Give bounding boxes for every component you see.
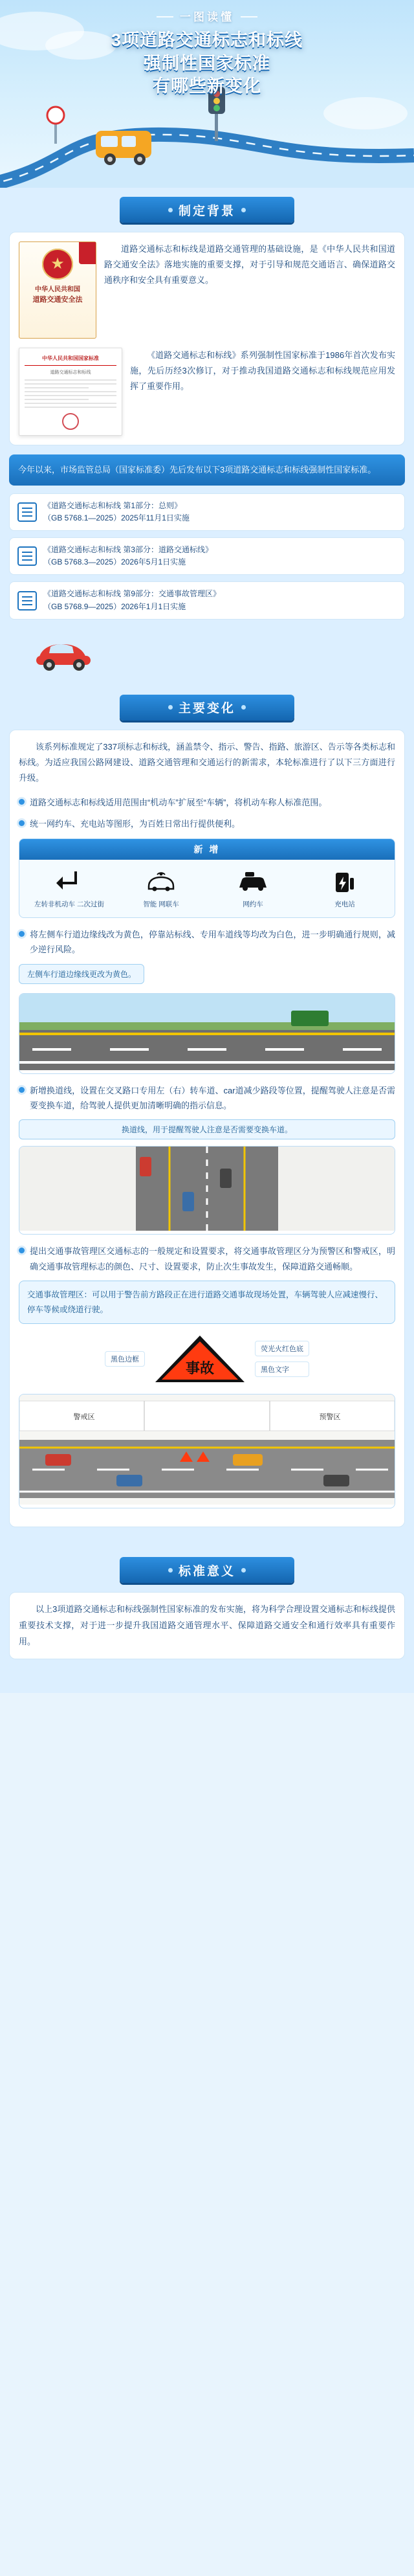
section-header-1-label: 制定背景 xyxy=(178,204,235,218)
change-bullet-5-text: 提出交通事故管理区交通标志的一般规定和设置要求，将交通事故管理区分为预警区和警戒区，明确交通事故管理标志的颜色、尺寸、设置要求，防止次生事故发生，保障道路交通畅顺。 xyxy=(30,1246,395,1271)
change-bullet-1 xyxy=(19,795,395,810)
background-row-1 xyxy=(19,241,395,339)
standard-item-2 xyxy=(9,537,405,575)
accident-zone-warnbox: 交通事故管理区：可以用于警告前方路段正在进行道路交通事故现场处置，车辆驾驶人应减速慢行、停车等候或绕道行驶。 xyxy=(19,1281,395,1324)
changes-panel xyxy=(9,730,405,1527)
standard-doc-title: 中华人民共和国国家标准 xyxy=(42,355,99,361)
header-dot-left xyxy=(168,208,173,212)
standard-item-2-meta: （GB 5768.3—2025）2026年5月1日实施 xyxy=(43,557,186,567)
significance-paragraph: 以上3项道路交通标志和标线强制性国家标准的发布实施，将为科学合理设置交通标志和标线提供重要技术支撑，对于进一步提升我国道路交通管理水平、保障道路交通安全和通行效率具有重要作用。 xyxy=(19,1604,395,1646)
new-symbol-label-1: 左转非机动车 二次过街 xyxy=(34,900,104,908)
standard-item-1-meta: （GB 5768.1—2025）2025年11月1日实施 xyxy=(43,513,190,522)
yellow-edge-line-figure xyxy=(19,993,395,1074)
section-header-3-label: 标准意义 xyxy=(178,1564,235,1578)
change-bullet-2-text: 统一网约车、充电站等图形，为百姓日常出行提供便利。 xyxy=(30,819,241,829)
header-dot-right xyxy=(241,1568,246,1573)
bottom-spacer xyxy=(0,1668,414,1681)
accident-scene-illustration xyxy=(19,1394,395,1505)
standard-item-3-meta: （GB 5768.9—2025）2026年1月1日实施 xyxy=(43,601,186,611)
document-icon xyxy=(17,546,37,566)
law-book-line-2: 道路交通安全法 xyxy=(32,296,83,304)
law-book-line-1: 中华人民共和国 xyxy=(35,286,80,293)
hero-title-line-3: 有哪些新变化 xyxy=(153,76,261,96)
new-symbol-label-2: 智能 网联车 xyxy=(143,900,179,908)
sign-frame-tag: 黑色边框 xyxy=(105,1351,145,1367)
yellow-edge-line-callout: 左侧车行道边缘线更改为黄色。 xyxy=(19,964,144,984)
lane-change-illustration xyxy=(19,1147,395,1231)
hero-title-line-2: 强制性国家标准 xyxy=(144,53,270,73)
change-bullet-3-text: 将左侧车行道边缘线改为黄色，停靠站标线、专用车道线等均改为白色，进一步明确通行规则，减少逆行风险。 xyxy=(30,929,395,955)
standard-doc-rule xyxy=(25,365,116,366)
standard-item-2-text xyxy=(43,544,213,568)
bullet-dot xyxy=(19,1248,25,1253)
header-dot-left xyxy=(168,705,173,710)
accident-warning-sign-icon xyxy=(151,1332,248,1386)
standard-item-1-text xyxy=(43,500,190,524)
standard-item-3 xyxy=(9,581,405,619)
charging-station-icon xyxy=(299,868,391,896)
standard-doc-subtitle: 道路交通标志和标线 xyxy=(50,370,91,375)
standard-item-2-name: 《道路交通标志和标线 第3部分：道路交通标线》 xyxy=(43,544,213,554)
section-background-2 xyxy=(0,686,414,1548)
background-row-2 xyxy=(19,348,395,436)
accident-sign-tags xyxy=(255,1341,309,1377)
new-symbol-cell-3 xyxy=(207,868,299,910)
lane-change-line-callout: 换道线，用于提醒驾驶人注意是否需要变换车道。 xyxy=(19,1119,395,1139)
bullet-dot xyxy=(19,799,25,805)
ride-hailing-car-icon xyxy=(207,868,299,896)
section-header-2 xyxy=(120,695,294,721)
left-turn-second-wait-icon xyxy=(23,868,115,896)
header-dot-left xyxy=(168,1568,173,1573)
background-text-2 xyxy=(130,348,395,394)
change-bullet-2 xyxy=(19,816,395,831)
change-bullet-3 xyxy=(19,927,395,958)
road-sign-icon xyxy=(47,107,64,144)
new-symbol-cell-1 xyxy=(23,868,115,910)
new-symbols-title: 新 增 xyxy=(19,839,395,860)
new-symbols-card xyxy=(19,838,395,918)
header-dot-right xyxy=(241,705,246,710)
section-header-3 xyxy=(120,1557,294,1583)
national-emblem-icon xyxy=(42,249,73,280)
standard-item-1 xyxy=(9,493,405,531)
section-header-1 xyxy=(120,197,294,223)
background-text-1 xyxy=(104,241,395,288)
new-symbol-label-4: 充电站 xyxy=(334,900,355,908)
hero-banner xyxy=(0,0,414,188)
standards-notice: 今年以来，市场监管总局（国家标准委）先后发布以下3项道路交通标志和标线强制性国家标准。 xyxy=(9,454,405,485)
change-bullet-4 xyxy=(19,1083,395,1114)
hero-kicker: 一图读懂 xyxy=(180,11,234,23)
hero-title-line-1: 3项道路交通标志和标线 xyxy=(111,30,303,50)
bullet-dot xyxy=(19,1087,25,1093)
significance-panel xyxy=(9,1592,405,1659)
header-dot-right xyxy=(241,208,246,212)
hero-kicker-wrap xyxy=(173,6,241,25)
accident-scene-figure xyxy=(19,1394,395,1508)
red-car-decoration xyxy=(0,626,414,674)
section-header-2-label: 主要变化 xyxy=(178,702,235,716)
svg-text:警戒区: 警戒区 xyxy=(73,1413,95,1422)
sign-text-tag: 黑色文字 xyxy=(255,1361,309,1377)
standard-doc-seal-icon xyxy=(62,413,79,430)
book-ribbon xyxy=(79,242,96,264)
standard-item-1-name: 《道路交通标志和标线 第1部分：总则》 xyxy=(43,500,182,510)
hero-main-title xyxy=(0,29,414,98)
red-car-icon xyxy=(36,644,91,671)
change-bullet-5 xyxy=(19,1244,395,1274)
hero-title-block xyxy=(0,0,414,98)
new-symbol-label-3: 网约车 xyxy=(243,900,263,908)
document-icon xyxy=(17,502,37,522)
new-symbol-cell-2 xyxy=(115,868,207,910)
bullet-dot xyxy=(19,820,25,826)
background-paragraph-2: 《道路交通标志和标线》系列强制性国家标准于1986年首次发布实施，先后历经3次修订，对于推动我国道路交通标志和标线规范应用发挥了重要作用。 xyxy=(130,350,395,392)
change-bullet-4-text: 新增换道线，设置在交叉路口专用左（右）转车道、car道减少路段等位置，提醒驾驶人注意是否需要变换车道，给驾驶人提供更加清晰明确的指示信息。 xyxy=(30,1085,395,1111)
standard-item-3-name: 《道路交通标志和标线 第9部分：交通事故管理区》 xyxy=(43,589,221,599)
standard-item-3-text xyxy=(43,588,221,612)
road-photo-illustration xyxy=(19,994,395,1070)
change-bullet-1-text: 道路交通标志和标线适用范围由“机动车”扩展至“车辆”，将机动车称人标准范围。 xyxy=(30,797,327,807)
smart-connected-car-icon xyxy=(115,868,207,896)
background-paragraph-1: 道路交通标志和标线是道路交通管理的基础设施，是《中华人民共和国道路交通安全法》落地实施的重要支撑，对于引导和规范交通语言、确保道路交通秩序和安全具有重要意义。 xyxy=(104,244,395,286)
svg-text:事故: 事故 xyxy=(185,1360,215,1377)
accident-sign-demo xyxy=(19,1332,395,1386)
section-background-3 xyxy=(0,1548,414,1693)
law-book-card xyxy=(19,241,96,339)
document-icon xyxy=(17,591,37,610)
changes-intro: 该系列标准规定了337项标志和标线，涵盖禁令、指示、警告、指路、旅游区、告示等各类标志和标线。为适应我国公路网建设、道路交通管理和交通运行的新需求，本轮标准进行了以下三方面进行升级。 xyxy=(19,741,395,783)
svg-text:预警区: 预警区 xyxy=(319,1413,341,1422)
section-background-1 xyxy=(0,188,414,686)
lane-change-figure xyxy=(19,1146,395,1235)
sign-bg-tag: 荧光火红色底 xyxy=(255,1341,309,1356)
new-symbol-cell-4 xyxy=(299,868,391,910)
standard-doc-lines xyxy=(25,379,116,408)
standard-document-card xyxy=(19,348,122,436)
background-panel-1 xyxy=(9,232,405,445)
bullet-dot xyxy=(19,931,25,937)
new-symbols-row xyxy=(19,868,395,910)
